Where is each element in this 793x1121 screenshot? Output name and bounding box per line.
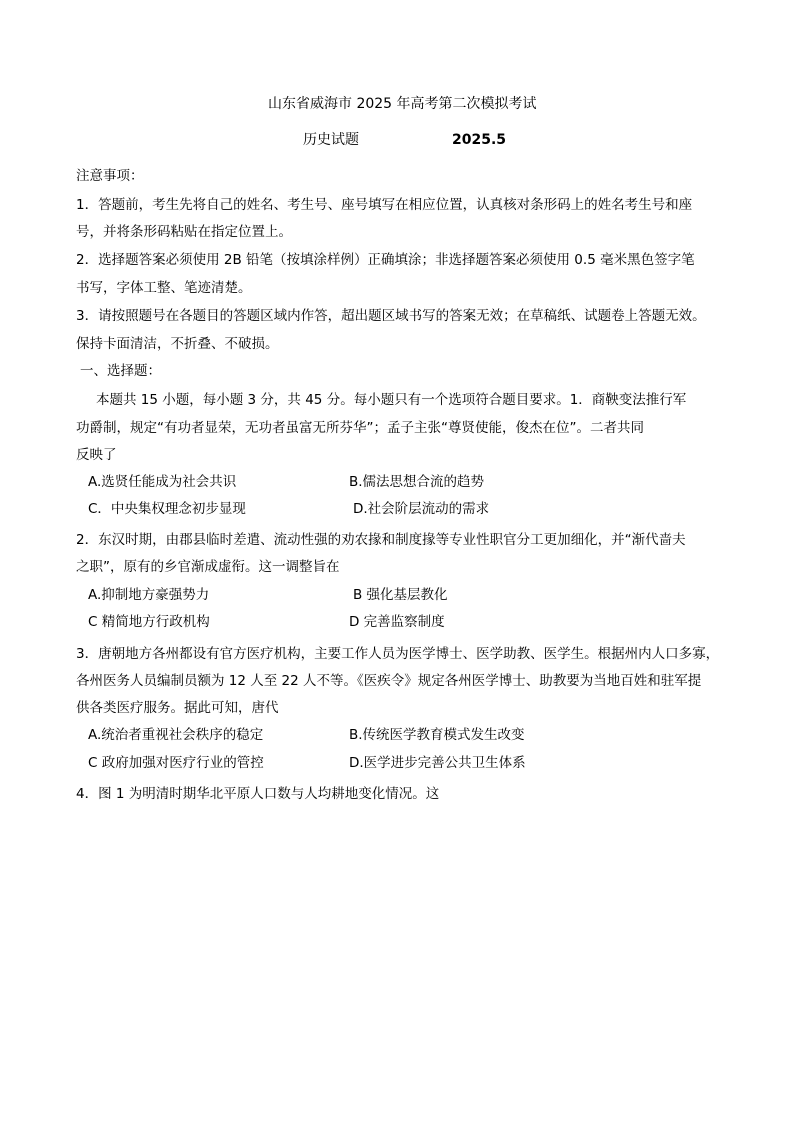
- section-heading: 一、选择题：: [80, 363, 161, 379]
- exam-date: 2025.5: [452, 132, 507, 148]
- exam-title: 山东省威海市 2025 年高考第二次模拟考试: [268, 96, 537, 112]
- q2-option-c[interactable]: C 精简地方行政机构: [88, 614, 210, 630]
- q1-option-b[interactable]: B.儒法思想合流的趋势: [349, 474, 485, 490]
- q2-line-1: 2．东汉时期，由郡县临时差遣、流动性强的劝农掾和制度掾等专业性职官分工更加细化，并“渐代啬夫: [76, 532, 686, 548]
- q1-option-a[interactable]: A.选贤任能成为社会共识: [88, 474, 237, 490]
- notice-heading: 注意事项：: [76, 168, 144, 184]
- q3-line-1: 3．唐朝地方各州都设有官方医疗机构，主要工作人员为医学博士、医学助教、医学生。根据州内人口多寡，: [76, 646, 720, 662]
- section-intro-line-1: 本题共 15 小题，每小题 3 分，共 45 分。每小题只有一个选项符合题目要求。1．商鞅变法推行军: [96, 392, 687, 408]
- q3-line-2: 各州医务人员编制员额为 12 人至 22 人不等。《医疾令》规定各州医学博士、助教要为当地百姓和驻军提: [76, 673, 702, 689]
- section-intro-line-3: 反映了: [76, 447, 117, 463]
- q1-option-c[interactable]: C．中央集权理念初步显现: [88, 501, 246, 517]
- notice-item-2-line-2: 书写，字体工整、笔迹清楚。: [76, 280, 252, 296]
- q3-option-c[interactable]: C 政府加强对医疗行业的管控: [88, 755, 264, 771]
- notice-item-1-line-2: 号，并将条形码粘贴在指定位置上。: [76, 224, 292, 240]
- q3-line-3: 供各类医疗服务。据此可知，唐代: [76, 700, 279, 716]
- q2-option-b[interactable]: B 强化基层教化: [353, 587, 448, 603]
- q2-line-2: 之职”，原有的乡官渐成虚衔。这一调整旨在: [76, 559, 340, 575]
- notice-item-1-line-1: 1．答题前，考生先将自己的姓名、考生号、座号填写在相应位置，认真核对条形码上的姓名考生号和座: [76, 197, 693, 213]
- notice-item-2-line-1: 2．选择题答案必须使用 2B 铅笔（按填涂样例）正确填涂；非选择题答案必须使用 0.5 毫米黑色签字笔: [76, 252, 695, 268]
- q2-option-d[interactable]: D 完善监察制度: [349, 614, 445, 630]
- exam-subject: 历史试题: [303, 132, 359, 148]
- q2-option-a[interactable]: A.抑制地方豪强势力: [88, 587, 210, 603]
- q3-option-d[interactable]: D.医学进步完善公共卫生体系: [349, 755, 526, 771]
- section-intro-line-2: 功爵制，规定“有功者显荣，无功者虽富无所芬华”；孟子主张“尊贤使能，俊杰在位”。二者共同: [76, 420, 644, 436]
- q1-option-d[interactable]: D.社会阶层流动的需求: [353, 501, 490, 517]
- q4-line-1: 4．图 1 为明清时期华北平原人口数与人均耕地变化情况。这: [76, 786, 440, 802]
- notice-item-3-line-1: 3．请按照题号在各题目的答题区域内作答，超出题区域书写的答案无效；在草稿纸、试题卷上答题无效。: [76, 308, 706, 324]
- notice-item-3-line-2: 保持卡面清洁，不折叠、不破损。: [76, 336, 279, 352]
- q3-option-b[interactable]: B.传统医学教育模式发生改变: [349, 727, 525, 743]
- q3-option-a[interactable]: A.统治者重视社会秩序的稳定: [88, 727, 264, 743]
